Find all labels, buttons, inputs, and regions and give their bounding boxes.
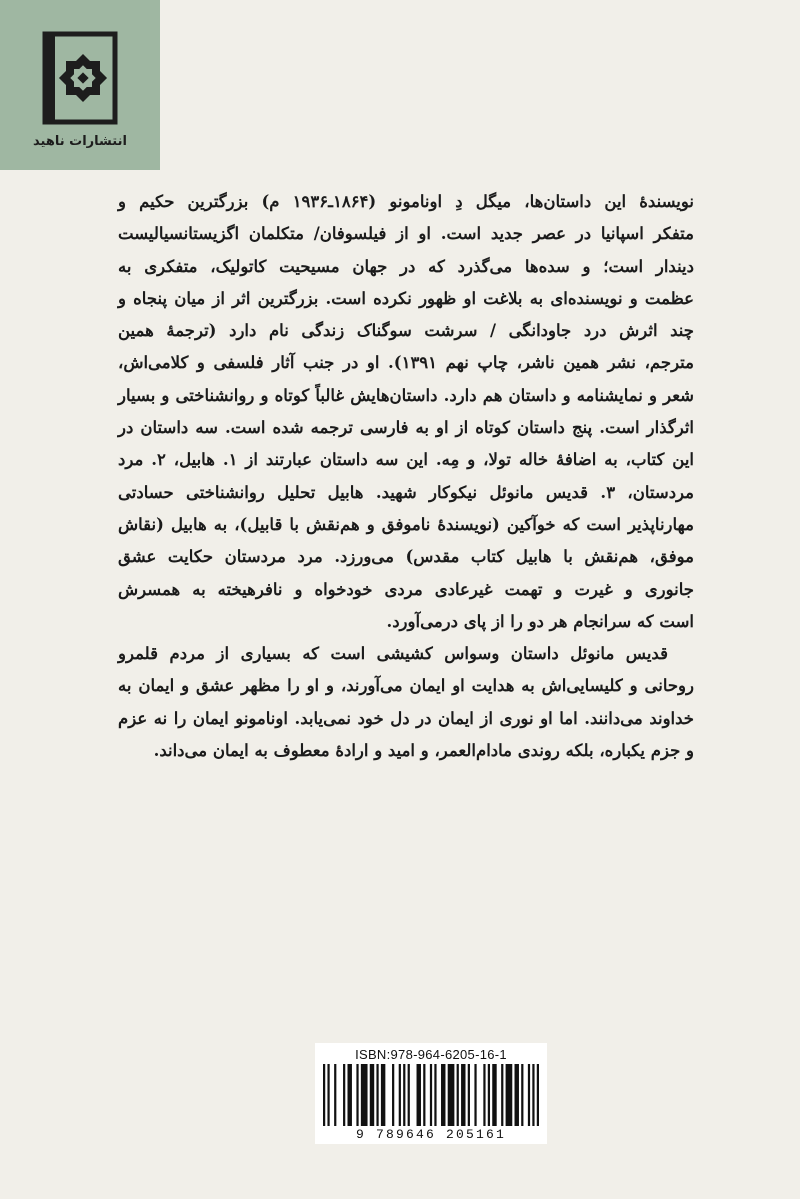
barcode-bar — [441, 1064, 445, 1126]
isbn-label: ISBN:978-964-6205-16-1 — [355, 1047, 507, 1062]
barcode-bar — [457, 1064, 459, 1126]
publisher-logo-icon — [41, 28, 119, 128]
barcode-bar — [392, 1064, 394, 1126]
barcode-bar — [474, 1064, 476, 1126]
barcode-bar — [532, 1064, 534, 1126]
text-line: روحانی و کلیسایی‌اش به هدایت او ایمان می‌آورند، و او را مظهر عشق و ایمان به — [118, 676, 694, 696]
text-line: اثرگذار است. پنج داستان کوتاه از او به فارسی ترجمه شده است. سه داستان در — [118, 418, 694, 438]
barcode-bar — [334, 1064, 336, 1126]
text-line: مترجم، نشر همین ناشر، چاپ نهم ۱۳۹۱). او در جنب آثار فلسفی و کلامی‌اش، — [118, 353, 694, 373]
text-line: است که سرانجام هر دو را از پای درمی‌آورد. — [386, 611, 694, 631]
text-line: موفق، هم‌نقش با هابیل کتاب مقدس) می‌ورزد. مرد مردستان حکایت عشق — [118, 547, 694, 567]
barcode-bar — [492, 1064, 496, 1126]
text-line: و جزم یکباره، بلکه روندی مادام‌العمر، و امید و ارادهٔ معطوف به ایمان می‌داند. — [153, 741, 694, 761]
barcode-bar — [376, 1064, 378, 1126]
barcode-bar — [468, 1064, 470, 1126]
paragraph-2 — [118, 638, 694, 767]
text-line: مهارناپذیر است که خوآکین (نویسندهٔ ناموفق و هم‌نقش با قابیل)، به هابیل (نقاش — [118, 514, 694, 534]
barcode-bar — [370, 1064, 374, 1126]
barcode-bar — [537, 1064, 539, 1126]
barcode-bar — [408, 1064, 410, 1126]
barcode-bar — [506, 1064, 513, 1126]
barcode-bar — [381, 1064, 385, 1126]
barcode-bar — [448, 1064, 455, 1126]
description-text — [118, 186, 694, 767]
barcode-bar — [521, 1064, 523, 1126]
barcode-bars — [321, 1064, 541, 1126]
text-line: این کتاب، به اضافهٔ خاله تولا، و مِه. این سه داستان عبارتند از ۱. هابیل، ۲. مرد — [118, 450, 695, 470]
text-line: قدیس مانوئل داستان وسواس کشیشی است که بسیاری از مردم قلمرو — [118, 644, 668, 664]
text-line: شعر و نمایشنامه و داستان هم دارد. داستان‌هایش غالباً کوتاه و روانشناختی و بسیار — [118, 385, 694, 405]
text-line: متفکر اسپانیا در عصر جدید است. او از فیلسوفان/ متکلمان اگزیستانسیالیست — [118, 224, 694, 244]
barcode-bar — [403, 1064, 405, 1126]
barcode-bar — [347, 1064, 351, 1126]
text-line: عظمت و نویسنده‌ای به بلاغت او ظهور نکرده است. بزرگترین اثر از میان پنجاه و — [118, 288, 694, 308]
publisher-logo-block — [0, 0, 160, 170]
barcode-bar — [356, 1064, 358, 1126]
barcode-bar — [488, 1064, 490, 1126]
barcode-bar — [483, 1064, 485, 1126]
barcode-digits: 9 789646 205161 — [355, 1127, 507, 1142]
barcode-bar — [327, 1064, 329, 1126]
barcode-bar — [430, 1064, 432, 1126]
paragraph-1 — [118, 186, 694, 638]
barcode-bar — [343, 1064, 345, 1126]
text-line: نویسندهٔ این داستان‌ها، میگل دِ اونامونو (۱۸۶۴ـ۱۹۳۶ م) بزرگترین حکیم و — [118, 192, 694, 211]
text-line: دیندار است؛ و سده‌ها می‌گذرد که در جهان مسیحیت کاتولیک، متفکری به — [118, 256, 694, 276]
barcode-bar — [323, 1064, 325, 1126]
text-line: مردستان، ۳. قدیس مانوئل نیکوکار شهید. هابیل تحلیل روانشناختی حسادتی — [118, 482, 694, 502]
publisher-name: انتشارات ناهید — [33, 134, 127, 149]
barcode-bar — [417, 1064, 421, 1126]
barcode-bar — [423, 1064, 425, 1126]
barcode-bar — [461, 1064, 465, 1126]
barcode-bar — [501, 1064, 503, 1126]
isbn-barcode — [315, 1043, 547, 1144]
text-line: خداوند می‌دانند. اما او نوری از ایمان در دل خود نمی‌یابد. اونامونو ایمان را نه عزم — [118, 708, 694, 728]
text-line: جانوری و غیرت و تهمت غیرعادی مردی خودخواه و نافرهیخته به همسرش — [118, 579, 694, 599]
barcode-bar — [434, 1064, 436, 1126]
barcode-bar — [361, 1064, 368, 1126]
barcode-bar — [515, 1064, 519, 1126]
barcode-bar — [399, 1064, 401, 1126]
barcode-bar — [528, 1064, 530, 1126]
text-line: چند اثرش درد جاودانگی / سرشت سوگناک زندگی نام دارد (ترجمهٔ همین — [118, 321, 694, 341]
